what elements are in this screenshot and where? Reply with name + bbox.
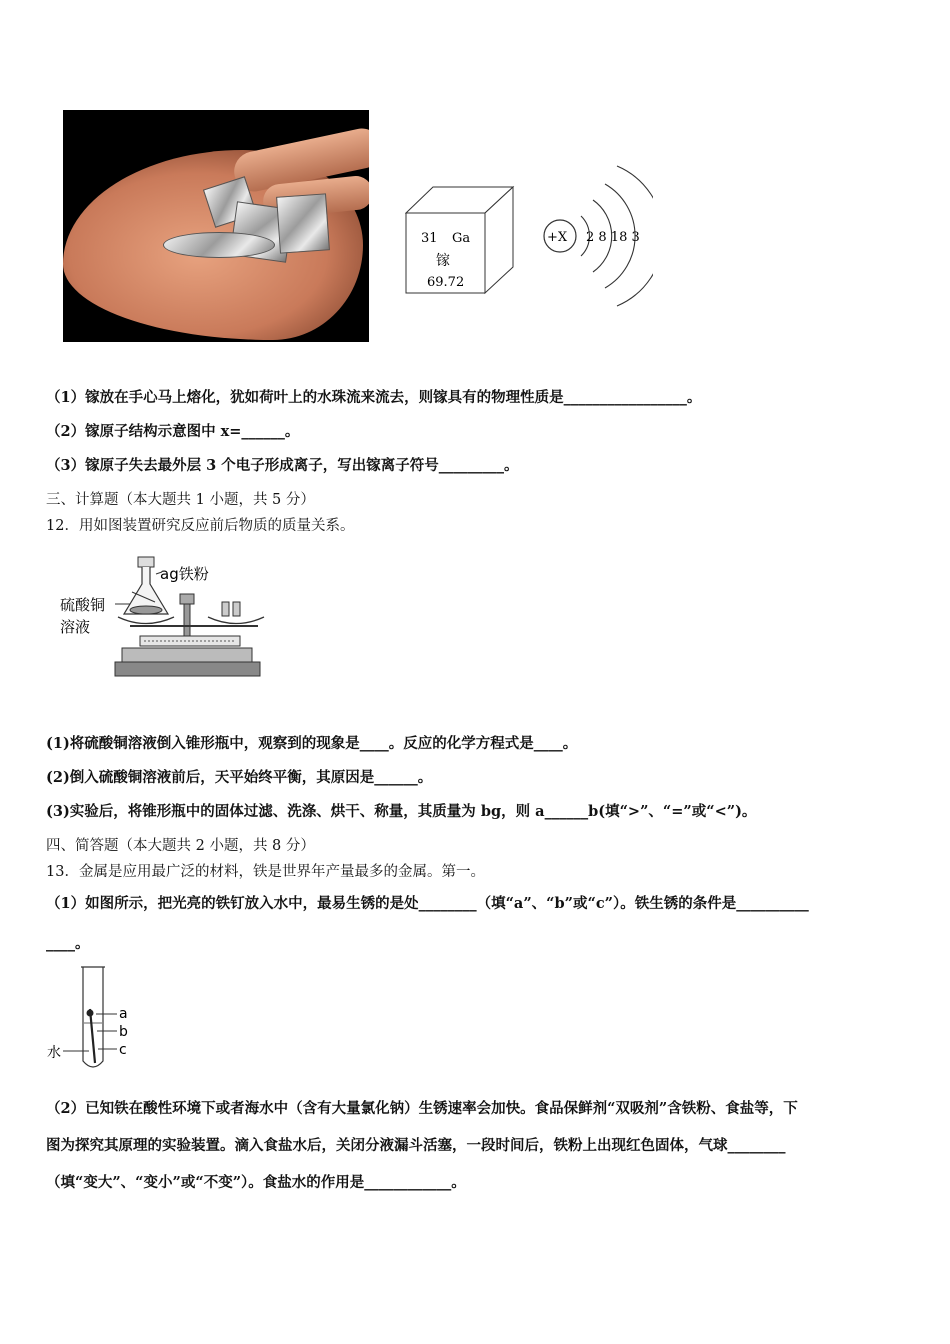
balance-apparatus-figure — [60, 552, 290, 687]
q13-part2-line1: （2）已知铁在酸性环境下或者海水中（含有大量氯化钠）生锈速率会加快。食品保鲜剂“双吸剂”含铁粉、食盐等，下 — [46, 1100, 798, 1117]
label-a: a — [119, 1006, 128, 1022]
molten-gallium — [163, 232, 275, 258]
gallium-crystal — [276, 193, 330, 253]
atomic-mass: 69.72 — [427, 275, 465, 290]
q13-part2-line2: 图为探究其原理的实验装置。滴入食盐水后，关闭分液漏斗活塞，一段时间后，铁粉上出现红色固体，气球________ — [46, 1137, 786, 1154]
section3-title: 三、计算题（本大题共 1 小题，共 5 分） — [46, 492, 315, 508]
q12-part1: (1)将硫酸铜溶液倒入锥形瓶中，观察到的现象是____。反应的化学方程式是____。 — [46, 735, 578, 752]
shell-electrons: 2 8 18 3 — [586, 230, 640, 245]
gallium-photo — [63, 110, 369, 342]
test-tube-figure — [45, 965, 145, 1075]
q13-part1-line2: ____。 — [46, 935, 90, 952]
atomic-number: 31 — [421, 231, 438, 246]
solution-label-line1: 硫酸铜 — [60, 596, 106, 614]
q12-part3: (3)实验后，将锥形瓶中的固体过滤、洗涤、烘干、称量，其质量为 bg，则 a______b(填“>”、“=”或“<”)。 — [46, 803, 757, 820]
element-symbol: Ga — [452, 231, 471, 246]
section4-title: 四、简答题（本大题共 2 小题，共 8 分） — [46, 838, 315, 854]
q13-stem: 13．金属是应用最广泛的材料，铁是世界年产量最多的金属。第一。 — [46, 864, 485, 880]
q11-part3: （3）镓原子失去最外层 3 个电子形成离子，写出镓离子符号_________。 — [46, 457, 519, 474]
water-label: 水 — [47, 1045, 61, 1061]
label-b: b — [119, 1024, 128, 1040]
atom-structure-diagram — [543, 160, 653, 310]
q12-stem: 12．用如图装置研究反应前后物质的质量关系。 — [46, 518, 355, 534]
nucleus-label: +X — [547, 230, 568, 245]
element-name: 镓 — [436, 253, 450, 269]
q13-part2-line3: （填“变大”、“变小”或“不变”）。食盐水的作用是____________。 — [46, 1174, 466, 1191]
iron-powder-label: ag铁粉 — [160, 565, 209, 583]
q12-part2: (2)倒入硫酸铜溶液前后，天平始终平衡，其原因是______。 — [46, 769, 433, 786]
q11-part2: （2）镓原子结构示意图中 x=______。 — [46, 423, 300, 440]
element-card — [405, 185, 515, 295]
solution-label-line2: 溶液 — [60, 618, 91, 636]
q13-part1-line1: （1）如图所示，把光亮的铁钉放入水中，最易生锈的是处________（填“a”、“b”或“c”）。铁生锈的条件是__________ — [46, 895, 809, 912]
q11-part1: （1）镓放在手心马上熔化，犹如荷叶上的水珠流来流去，则镓具有的物理性质是_________________。 — [46, 389, 702, 406]
label-c: c — [119, 1042, 127, 1058]
